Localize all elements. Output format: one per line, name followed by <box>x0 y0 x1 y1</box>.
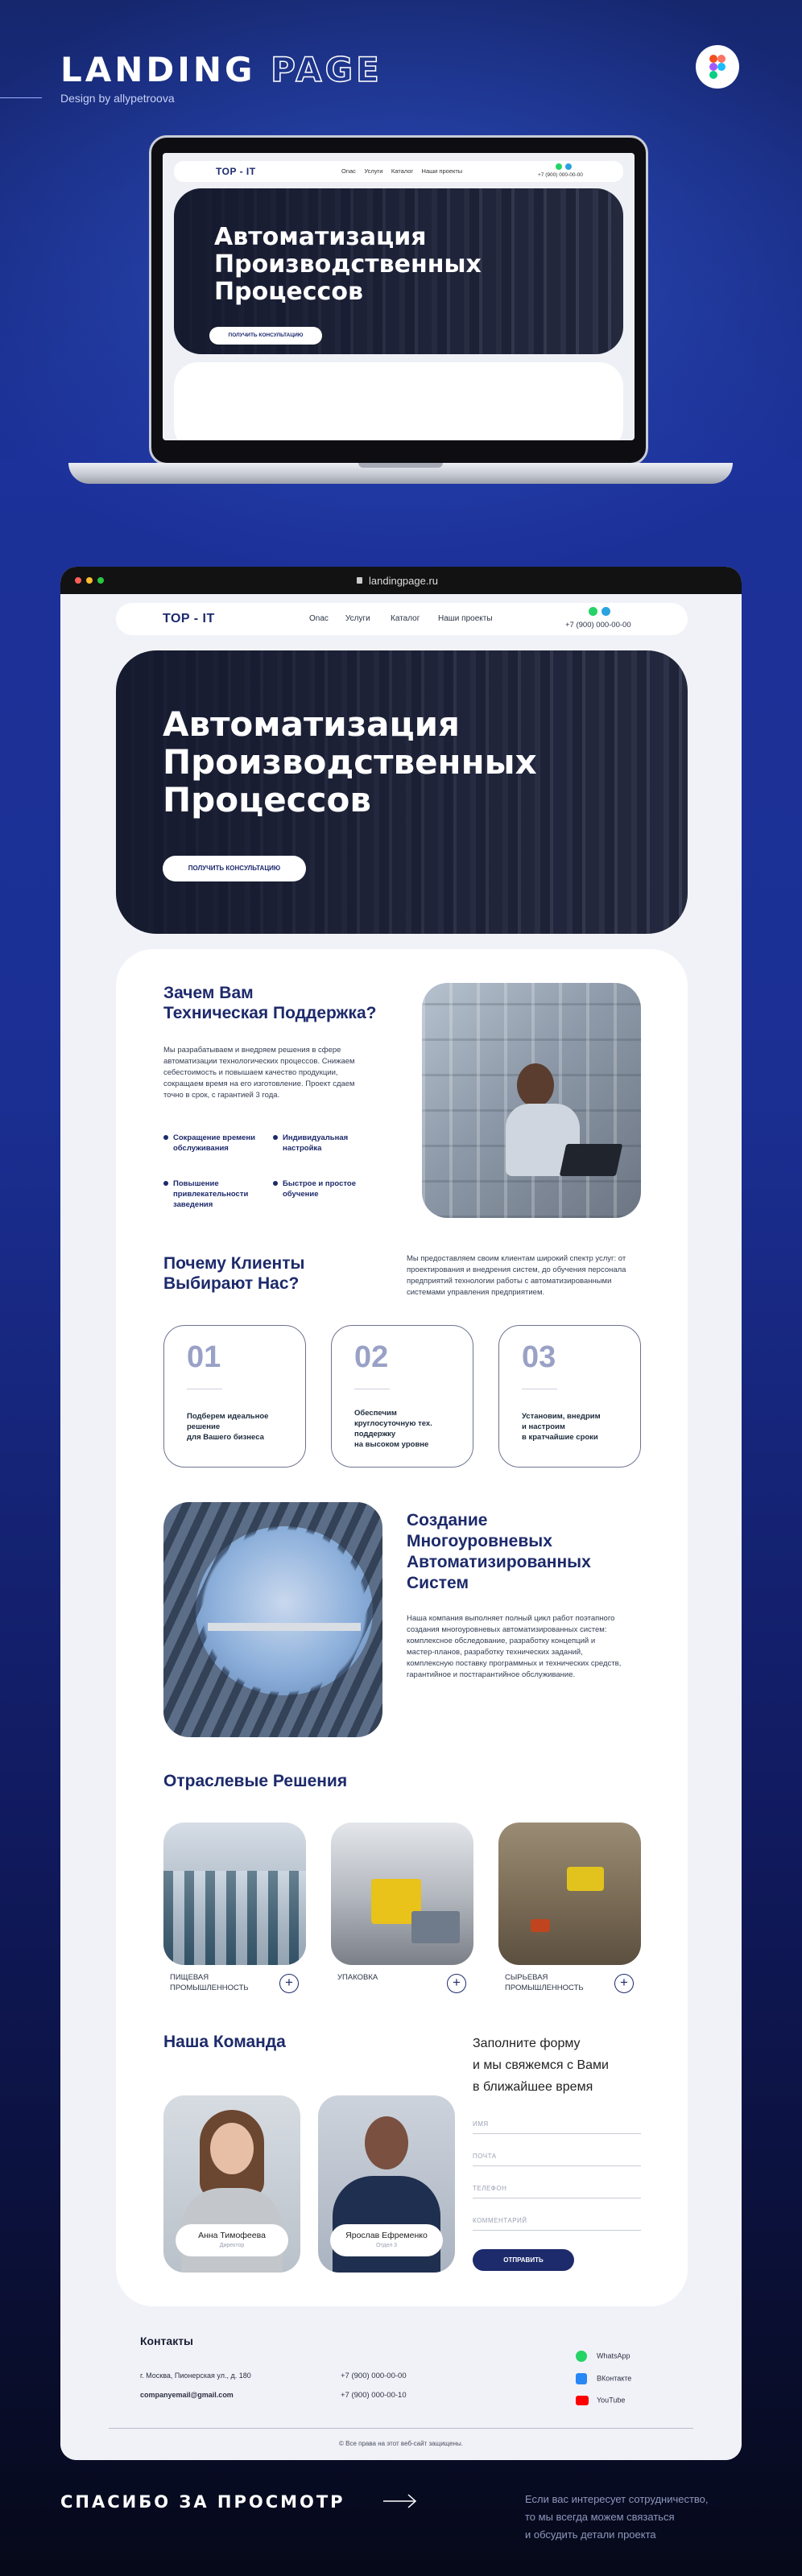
bullet-dot <box>163 1181 168 1186</box>
form-title-line: Заполните форму <box>473 2037 581 2050</box>
photo-excavator-small <box>531 1919 550 1932</box>
navbar <box>116 603 688 635</box>
bullet-line: Быстрое и простое <box>283 1179 357 1188</box>
card-line: круглосуточную тех. <box>354 1419 432 1428</box>
systems-title-line: Многоуровневых <box>407 1532 552 1550</box>
plus-button[interactable]: + <box>614 1974 634 1993</box>
benefit-card <box>498 1325 641 1468</box>
logo[interactable]: TOP - IT <box>163 612 215 625</box>
form-title-line: в ближайшее время <box>473 2080 593 2094</box>
whatsapp-icon <box>576 2351 587 2362</box>
contact-address: г. Москва, Пионерская ул., д. 180 <box>140 2372 251 2380</box>
portrait-face <box>365 2116 408 2169</box>
youtube-icon <box>576 2396 589 2405</box>
industry-label-line: ПИЩЕВАЯ <box>170 1973 209 1982</box>
card-line: и настроим <box>522 1422 565 1431</box>
hero-title <box>163 705 537 819</box>
form-title <box>473 2033 609 2098</box>
nav-item-projects[interactable]: Наши проекты <box>438 614 493 623</box>
nav-item-about[interactable]: Onас <box>309 614 329 623</box>
industry-photo-raw[interactable] <box>498 1823 641 1965</box>
thanks-text: СПАСИБО ЗА ПРОСМОТР <box>60 2492 345 2512</box>
bullet-dot <box>273 1181 278 1186</box>
team-name-pill <box>176 2224 288 2256</box>
mini-hero-line: Автоматизация <box>214 223 427 251</box>
card-text <box>187 1411 268 1443</box>
mini-logo: TOP - IT <box>216 166 256 177</box>
card-number: 03 <box>522 1340 556 1374</box>
mini-telegram-icon <box>565 163 572 170</box>
address-bar[interactable]: landingpage.ru <box>369 575 439 587</box>
submit-button[interactable]: ОТПРАВИТЬ <box>473 2249 574 2271</box>
mini-phone: +7 (900) 000-00-00 <box>538 172 583 178</box>
card-line: Обеспечим <box>354 1409 397 1418</box>
portrait-face <box>210 2123 254 2174</box>
mini-nav <box>341 167 462 175</box>
card-line: Подберем идеальное <box>187 1412 269 1421</box>
comment-field[interactable]: КОММЕНТАРИЙ <box>473 2217 641 2231</box>
whatsapp-icon[interactable] <box>589 607 597 616</box>
why-text: Мы разрабатываем и внедряем решения в сфере автоматизации технологических процессов. Снижаем себестоимость и повышаем качество продукции, сокращаем время на его изготовление. Проект сдаем точно в срок, с гарантией 3 года. <box>163 1046 355 1100</box>
why-bullet <box>163 1133 264 1154</box>
industry-label-line: ПРОМЫШЛЕННОСТЬ <box>505 1984 584 1992</box>
vk-icon <box>576 2373 587 2384</box>
telegram-icon[interactable] <box>602 607 610 616</box>
presentation-subtitle: Design by allypetroova <box>60 92 175 105</box>
contact-phone[interactable]: +7 (900) 000-00-00 <box>341 2372 407 2380</box>
social-label: WhatsApp <box>597 2351 630 2360</box>
social-label: YouTube <box>597 2396 626 2405</box>
bullet-dot <box>163 1135 168 1140</box>
social-vk[interactable] <box>576 2373 631 2384</box>
title-bold: LANDING <box>60 50 256 89</box>
email-field[interactable]: ПОЧТА <box>473 2153 641 2166</box>
card-number: 01 <box>187 1340 221 1374</box>
engineer-photo <box>422 983 641 1218</box>
why-bullet <box>273 1133 374 1154</box>
plus-button[interactable]: + <box>447 1974 466 1993</box>
systems-title <box>407 1510 591 1594</box>
card-line: Установим, внедрим <box>522 1412 601 1421</box>
note-line: Если вас интересует сотрудничество, <box>525 2493 709 2505</box>
photo-person-head <box>517 1063 554 1107</box>
card-line: в кратчайшие сроки <box>522 1433 598 1442</box>
why-title <box>163 983 376 1023</box>
industry-title: Отраслевые Решения <box>163 1772 348 1790</box>
industry-label <box>337 1972 378 1983</box>
building-photo <box>163 1502 382 1737</box>
industry-label-line: СЫРЬЕВАЯ <box>505 1973 548 1982</box>
laptop-screen <box>163 153 635 440</box>
contact-note <box>525 2491 709 2544</box>
mini-navbar <box>174 161 623 182</box>
bullet-line: привлекательности <box>173 1190 249 1199</box>
plus-button[interactable]: + <box>279 1974 299 1993</box>
consult-button[interactable]: ПОЛУЧИТЬ КОНСУЛЬТАЦИЮ <box>163 856 306 881</box>
benefit-card <box>163 1325 306 1468</box>
name-field[interactable]: ИМЯ <box>473 2120 641 2134</box>
team-member-role: Отдел 3 <box>375 2243 398 2248</box>
why-bullet <box>273 1179 374 1199</box>
mini-hero-title <box>214 224 482 306</box>
industry-photo-packaging[interactable] <box>331 1823 473 1965</box>
window-min-dot[interactable] <box>86 577 93 584</box>
window-max-dot[interactable] <box>97 577 104 584</box>
hero-title-line: Производственных <box>163 742 537 782</box>
nav-phone[interactable]: +7 (900) 000-00-00 <box>565 621 631 630</box>
note-line: и обсудить детали проекта <box>525 2529 656 2541</box>
hero-banner <box>116 650 688 934</box>
card-text <box>354 1408 432 1450</box>
industry-label <box>505 1972 584 1993</box>
browser-toolbar <box>60 567 742 594</box>
team-name-pill <box>330 2224 443 2256</box>
mini-next-section <box>174 362 623 440</box>
social-label: ВКонтакте <box>597 2374 632 2383</box>
mini-nav-item[interactable]: Onас <box>341 167 356 175</box>
mini-nav-item[interactable]: Услуги <box>364 167 383 175</box>
arrow-right-icon <box>383 2494 417 2512</box>
photo-glass <box>163 1502 382 1737</box>
benefit-card <box>331 1325 473 1468</box>
clients-title-line: Выбирают Нас? <box>163 1274 300 1293</box>
systems-title-line: Автоматизированных <box>407 1553 591 1571</box>
clients-title-line: Почему Клиенты <box>163 1254 305 1273</box>
window-close-dot[interactable] <box>75 577 81 584</box>
photo-conveyor <box>163 1871 306 1965</box>
bullet-line: заведения <box>173 1200 213 1209</box>
photo-laptop <box>560 1144 623 1176</box>
contacts-title: Контакты <box>140 2334 194 2347</box>
mini-hero-button[interactable]: ПОЛУЧИТЬ КОНСУЛЬТАЦИЮ <box>209 327 322 345</box>
bullet-line: настройка <box>283 1144 322 1153</box>
contact-email[interactable]: companyemail@gmail.com <box>140 2391 234 2399</box>
lock-icon <box>357 577 362 584</box>
card-line: на высоком уровне <box>354 1440 429 1449</box>
bullet-line: обучение <box>283 1190 319 1199</box>
systems-title-line: Систем <box>407 1574 469 1592</box>
team-member-role: Директор <box>219 2243 245 2248</box>
card-line: поддержку <box>354 1430 396 1439</box>
card-text <box>522 1411 601 1443</box>
systems-title-line: Создание <box>407 1511 488 1530</box>
team-member-name: Ярослав Ефременко <box>345 2231 428 2240</box>
hero-title-line: Автоматизация <box>163 704 460 744</box>
copyright: © Все права на этот веб-сайт защищены. <box>339 2440 463 2447</box>
clients-title <box>163 1253 304 1294</box>
form-title-line: и мы свяжемся с Вами <box>473 2058 609 2072</box>
clients-text: Мы предоставляем своим клиентам широкий спектр услуг: от проектирования и внедрения систем, до обучения персонала предприятий технологии работы с автоматизированными системами управления предприятием. <box>407 1254 626 1297</box>
laptop-notch <box>358 463 443 468</box>
bullet-dot <box>273 1135 278 1140</box>
social-whatsapp[interactable] <box>576 2351 630 2362</box>
presentation-title <box>60 50 382 89</box>
bullet-line: Индивидуальная <box>283 1133 349 1142</box>
team-member-name: Анна Тимофеева <box>198 2231 266 2240</box>
card-line: для Вашего бизнеса <box>187 1433 264 1442</box>
mini-nav-item[interactable]: Наши проекты <box>421 167 463 175</box>
systems-text: Наша компания выполняет полный цикл работ поэтапного создания многоуровневых автоматизированных систем: комплексное обследование, разработку концепций и мастер-планов, разработку технических заданий, комплексную поставку программных и технических средств, гарантийное и постгарантийное обслуживание. <box>407 1614 622 1679</box>
figma-icon <box>696 45 739 89</box>
nav-item-services[interactable]: Услуги <box>345 614 370 623</box>
bullet-line: Сокращение времени <box>173 1133 255 1142</box>
mini-hero-line: Производственных <box>214 250 482 279</box>
why-title-line: Техническая Поддержка? <box>163 1004 377 1022</box>
title-outline: PAGE <box>271 50 382 89</box>
industry-label-line: УПАКОВКА <box>337 1973 378 1982</box>
why-title-line: Зачем Вам <box>163 984 254 1002</box>
why-bullet <box>163 1179 264 1210</box>
footer-divider <box>109 2428 693 2429</box>
card-number: 02 <box>354 1340 389 1374</box>
note-line: то мы всегда можем связаться <box>525 2511 675 2523</box>
hero-title-line: Процессов <box>163 780 371 819</box>
bullet-line: обслуживания <box>173 1144 229 1153</box>
photo-boxes <box>411 1911 460 1943</box>
team-title: Наша Команда <box>163 2033 286 2051</box>
mini-hero-line: Процессов <box>214 278 363 306</box>
phone-field[interactable]: ТЕЛЕФОН <box>473 2185 641 2198</box>
mini-whatsapp-icon <box>556 163 562 170</box>
industry-label-line: ПРОМЫШЛЕННОСТЬ <box>170 1984 249 1992</box>
nav-item-catalog[interactable]: Каталог <box>391 614 420 623</box>
browser-window <box>60 567 742 2460</box>
mini-hero <box>174 188 623 354</box>
mini-nav-item[interactable]: Каталог <box>391 167 414 175</box>
team-card <box>318 2095 455 2273</box>
header-divider <box>0 97 42 98</box>
card-line: решение <box>187 1422 221 1431</box>
industry-label <box>170 1972 249 1993</box>
team-card <box>163 2095 300 2273</box>
social-youtube[interactable] <box>576 2396 625 2405</box>
industry-photo-food[interactable] <box>163 1823 306 1965</box>
bullet-line: Повышение <box>173 1179 219 1188</box>
contact-phone[interactable]: +7 (900) 000-00-10 <box>341 2391 407 2400</box>
photo-excavator <box>567 1867 604 1891</box>
